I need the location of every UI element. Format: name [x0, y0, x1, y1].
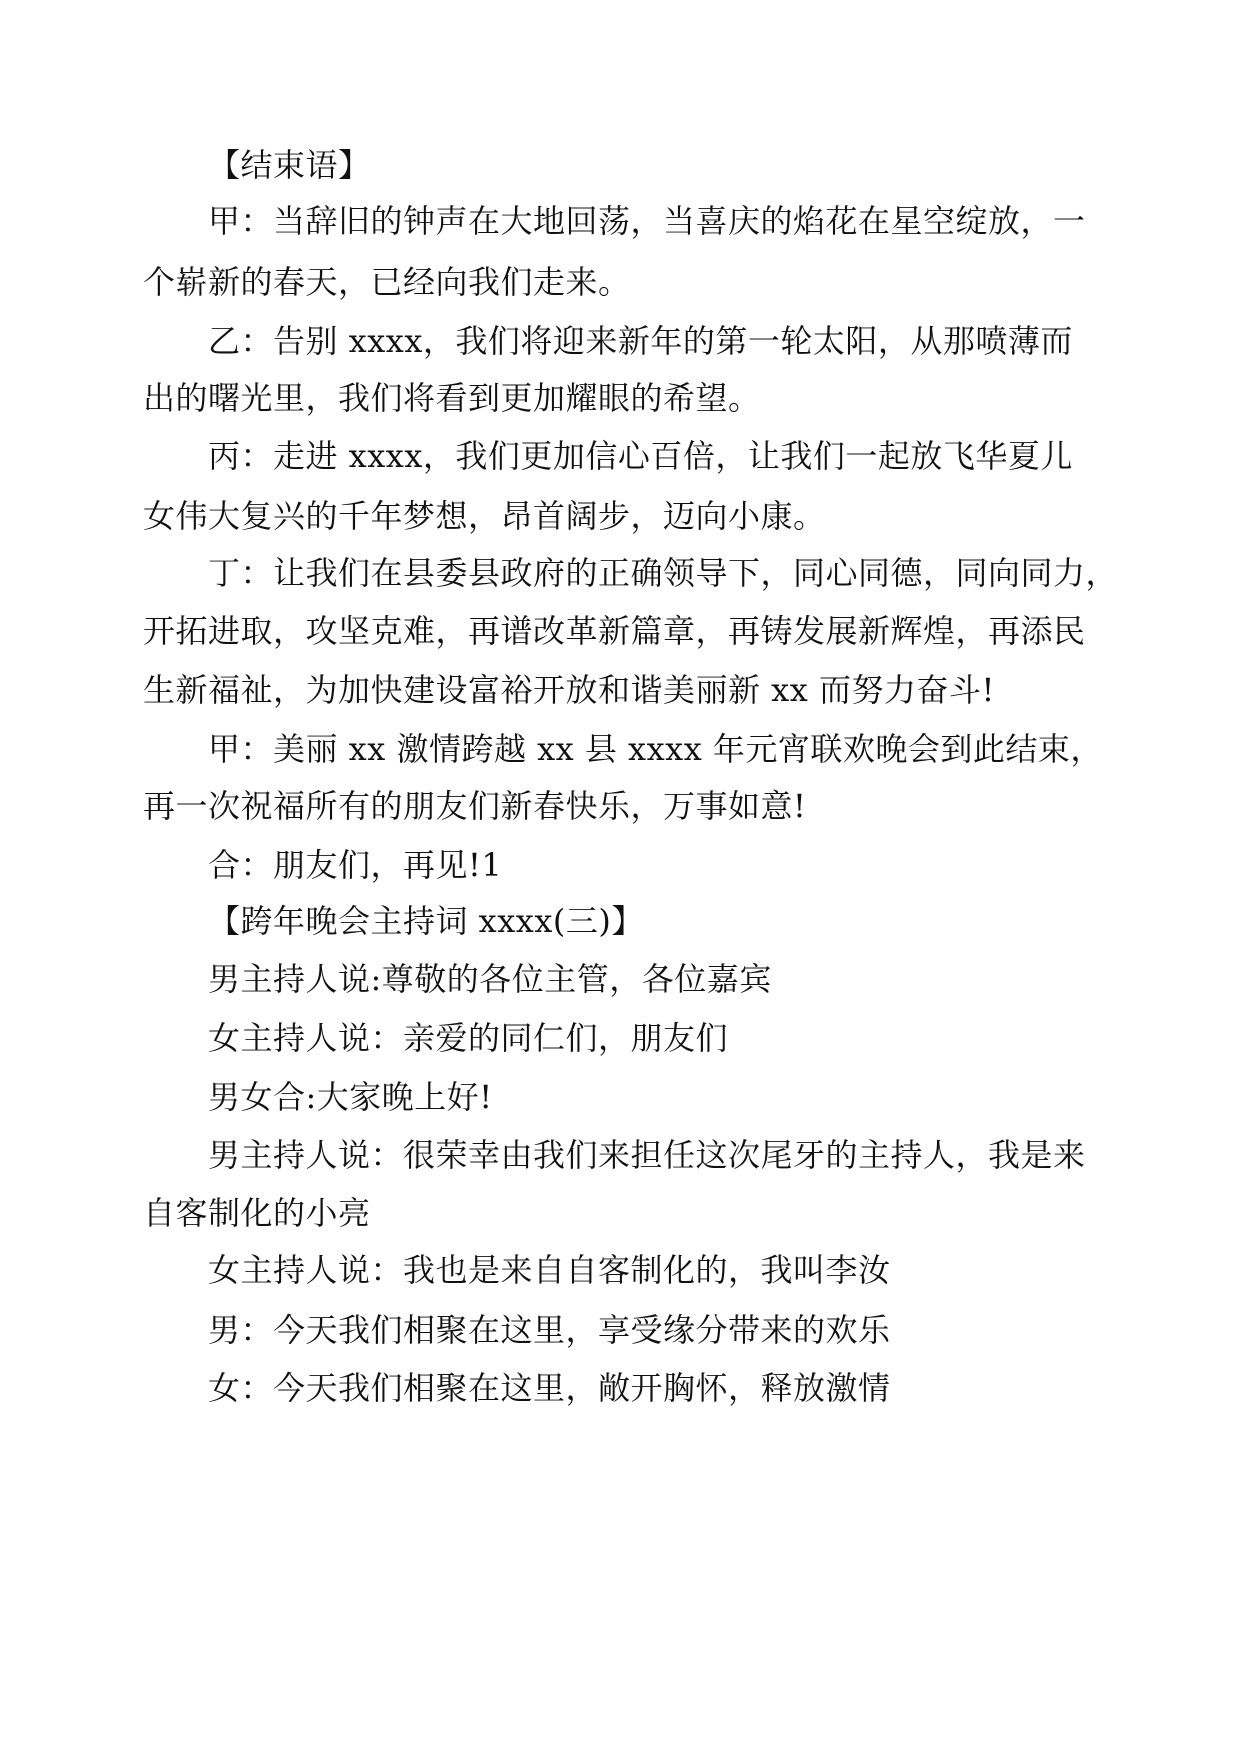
paragraph-line: 出的曙光里，我们将看到更加耀眼的希望。: [143, 379, 761, 417]
paragraph-line: 女：今天我们相聚在这里，敞开胸怀，释放激情: [208, 1369, 891, 1407]
section-heading-closing: 【结束语】: [208, 146, 371, 184]
paragraph-line: 开拓进取，攻坚克难，再谱改革新篇章，再铸发展新辉煌，再添民: [143, 612, 1086, 650]
paragraph-line: 女主持人说：我也是来自自客制化的，我叫李汝: [208, 1251, 891, 1289]
paragraph-line: 男主持人说:尊敬的各位主管，各位嘉宾: [208, 960, 772, 998]
paragraph-line: 女伟大复兴的千年梦想，昂首阔步，迈向小康。: [143, 497, 826, 535]
paragraph-line: 个崭新的春天，已经向我们走来。: [143, 263, 631, 301]
paragraph-line: 生新福祉，为加快建设富裕开放和谐美丽新 xx 而努力奋斗!: [143, 671, 995, 709]
paragraph-line: 男主持人说：很荣幸由我们来担任这次尾牙的主持人，我是来: [208, 1136, 1086, 1174]
paragraph-line: 再一次祝福所有的朋友们新春快乐，万事如意!: [143, 787, 807, 825]
paragraph-line: 自客制化的小亮: [143, 1194, 371, 1232]
paragraph-line: 丁：让我们在县委县政府的正确领导下，同心同德，同向同力，: [208, 554, 1119, 592]
paragraph-line: 丙：走进 xxxx，我们更加信心百倍，让我们一起放飞华夏儿: [208, 437, 1073, 475]
paragraph-line: 甲：当辞旧的钟声在大地回荡，当喜庆的焰花在星空绽放，一: [208, 202, 1086, 240]
section-heading-new-year: 【跨年晚会主持词 xxxx(三)】: [208, 902, 644, 940]
paragraph-line: 女主持人说：亲爱的同仁们，朋友们: [208, 1019, 729, 1057]
paragraph-line: 合：朋友们，再见!1: [208, 846, 503, 884]
paragraph-line: 甲：美丽 xx 激情跨越 xx 县 xxxx 年元宵联欢晚会到此结束，: [208, 730, 1103, 768]
paragraph-line: 男女合:大家晚上好!: [208, 1078, 493, 1116]
paragraph-line: 男：今天我们相聚在这里，享受缘分带来的欢乐: [208, 1311, 891, 1349]
paragraph-line: 乙：告别 xxxx，我们将迎来新年的第一轮太阳，从那喷薄而: [208, 322, 1073, 360]
